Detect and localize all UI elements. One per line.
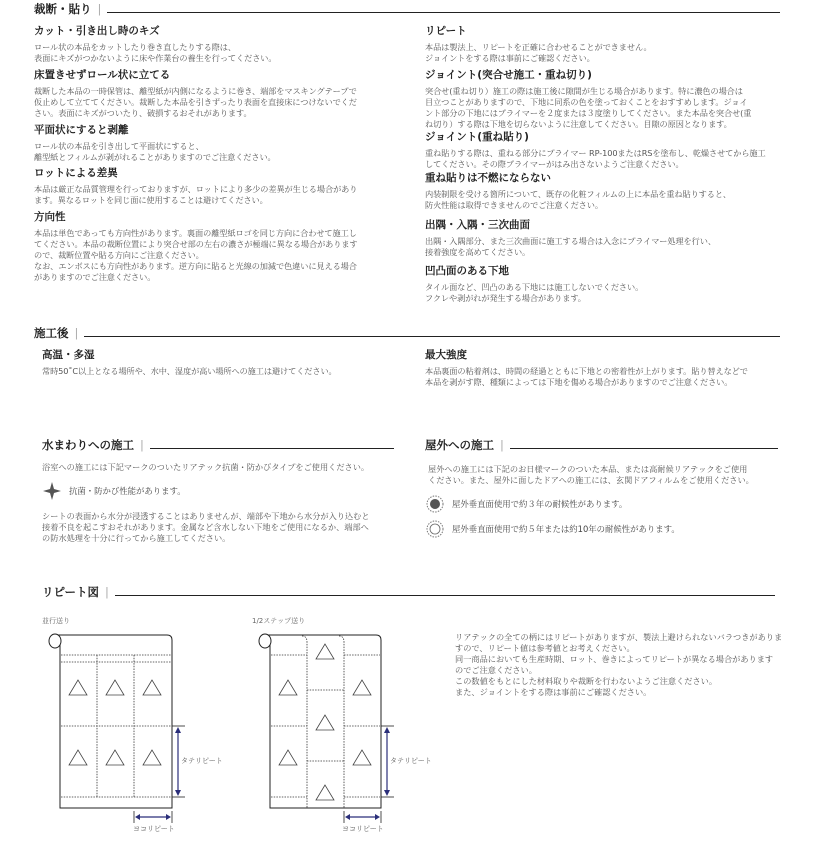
dotted-guide-line (339, 636, 344, 808)
divider-line (115, 595, 775, 596)
section-title: リピート図 (42, 585, 100, 599)
note-item (425, 69, 751, 130)
item-body: タイル面など、凹凸のある下地には施工しないでください。 フクレや剥がれが発生する場合があります。 (425, 282, 644, 303)
triangle-motif (316, 644, 334, 659)
item-title: ジョイント(突合せ施工・重ね切り) (425, 69, 592, 81)
sun-mark-3yr (426, 495, 627, 513)
arrow-head (175, 727, 181, 733)
triangle-motif (69, 680, 87, 695)
vertical-repeat-label: タテリピート (390, 757, 432, 765)
item-body: 内装制限を受ける箇所について、既存の化粧フィルムの上に本品を重ね貼りすると、 防火性能は取得できませんのでご注意ください。 (425, 189, 732, 210)
item-title: 出隅・入隅・三次曲面 (425, 219, 530, 231)
arrow-head (384, 727, 390, 733)
note-item (34, 167, 357, 206)
arrow-head (166, 814, 171, 820)
roll-outline (57, 635, 172, 808)
vertical-repeat-label: タテリピート (181, 757, 223, 765)
arrow-head (175, 790, 181, 796)
section-title: 裁断・貼り (34, 2, 92, 16)
sun-mark-5-10yr (426, 520, 680, 538)
diagram-parallel (49, 634, 185, 823)
filled-sun-icon (426, 495, 444, 513)
diagram-half-step (259, 634, 394, 823)
arrow-head (135, 814, 140, 820)
item-body: 突合せ(重ね切り）施工の際は施工後に隙間が生じる場合があります。特に濃色の場合は 目立つことがありますので、下地に同系の色を塗っておくことをおすすめします。ジョイ ント部分の下地にはプライマーを２度または３度塗りしてください。また本品を突合せ(重 ね切り）する際は下地を切らないように注意してください。目隙の原因となります。 (425, 86, 752, 129)
roll-curl (259, 634, 271, 648)
divider-line (510, 448, 778, 449)
triangle-motif (106, 680, 124, 695)
item-title: ロットによる差異 (34, 167, 118, 179)
triangle-motif (353, 680, 371, 695)
triangle-motif (353, 750, 371, 765)
divider: | (97, 2, 102, 16)
item-body: ロール状の本品を引き出して平面状にすると、 離型紙とフィルムが剥がれることがありますのでご注意ください。 (34, 141, 276, 162)
divider-line (84, 336, 780, 337)
item-title: 凹凸面のある下地 (425, 265, 509, 277)
divider: | (74, 326, 79, 340)
triangle-motif (279, 680, 297, 695)
note-item (425, 172, 731, 211)
water-body: シートの表面から水分が浸透することはありませんが、端部や下地から水分が入り込むと 接着不良を起こすおそれがあります。金属など含水しない下地をご使用になるか、端部へ の防水処理を十分に行ってから施工してください。 (42, 511, 370, 543)
triangle-motif (316, 715, 334, 730)
triangle-motif (143, 750, 161, 765)
outdoor-intro: 屋外への施工には下記のお日様マークのついた本品、または高耐候リアテックをご使用 ください。また、屋外に面したドアへの施工には、玄関ドアフィルムをご使用ください。 (428, 464, 754, 485)
note-item (34, 124, 276, 163)
item-title: カット・引き出し時のキズ (34, 25, 160, 37)
item-body: 本品は製法上、リピートを正確に合わせることができません。 ジョイントをする際は事前にご確認ください。 (425, 42, 652, 63)
note-item (425, 131, 766, 170)
diagram-label-parallel: 並行送り (42, 617, 70, 625)
section-header-water (42, 437, 394, 453)
arrow-head (345, 814, 350, 820)
section-title: 施工後 (34, 326, 69, 340)
item-title: 平面状にすると剥離 (34, 124, 129, 136)
roll-outline (267, 635, 381, 808)
outline-sun-icon (426, 520, 444, 538)
item-body: 重ね貼りする際は、重ねる部分にプライマー RP-100またはRSを塗布し、乾燥させてから施工 してください。その際プライマーがはみ出さないようご注意ください。 (425, 148, 766, 169)
triangle-motif (316, 785, 334, 800)
item-body: 本品裏面の粘着剤は、時間の経過とともに下地との密着性が上がります。貼り替えなどで 本品を剥がす際、種類によっては下地を傷める場合がありますのでご注意ください。 (425, 366, 748, 387)
mark-label: 抗菌・防かび性能があります。 (69, 486, 186, 496)
item-high-temp (42, 349, 337, 377)
section-header-cutting (34, 1, 780, 17)
triangle-motif (143, 680, 161, 695)
horizontal-repeat-label: ヨコリピート (133, 825, 175, 833)
mark-label: 屋外垂直面使用で約３年の耐候性があります。 (452, 499, 628, 509)
antibacterial-mark (43, 482, 186, 500)
arrow-head (384, 790, 390, 796)
four-point-star-icon (43, 482, 61, 500)
triangle-motif (279, 750, 297, 765)
section-header-outdoor (425, 437, 778, 453)
item-title: 最大強度 (425, 349, 467, 361)
section-title: 屋外への施工 (425, 438, 494, 452)
item-body: 裁断した本品の一時保管は、離型紙が内側になるように巻き、端部をマスキングテープで 仮止めして立ててください。裁断した本品を引きずったり表面を直接床につけないでくだ さい。表面にキズがついたり、破損するおそれがあります。 (34, 86, 357, 118)
triangle-motif (69, 750, 87, 765)
item-body: 出隅・入隅部分、また三次曲面に施工する場合は入念にプライマー処理を行い、 接着強度を高めてください。 (425, 236, 716, 257)
item-body: 本品は厳正な品質管理を行っておりますが、ロットにより多少の差異が生じる場合があり ます。異なるロットを同じ面に使用することは避けてください。 (34, 184, 358, 205)
item-body: 常時50˚C以上となる場所や、水中、湿度が高い場所への施工は避けてください。 (42, 366, 337, 376)
section-title: 水まわりへの施工 (42, 438, 134, 452)
divider: | (105, 585, 109, 599)
item-title: 方向性 (34, 211, 66, 223)
item-title: ジョイント(重ね貼り) (425, 131, 529, 143)
item-max-strength (425, 349, 748, 388)
repeat-diagrams (0, 600, 440, 848)
triangle-motif (106, 750, 124, 765)
divider-line (150, 448, 394, 449)
water-intro: 浴室への施工には下記マークのついたリアテック抗菌・防かびタイプをご使用ください。 (42, 462, 370, 472)
note-item (425, 219, 716, 258)
divider-line (107, 12, 780, 13)
diagram-label-half-step: 1/2ステップ送り (252, 617, 306, 625)
arrow-head (375, 814, 380, 820)
note-item (34, 25, 276, 64)
item-title: 重ね貼りは不燃にならない (425, 172, 551, 184)
note-item (425, 25, 652, 64)
horizontal-repeat-label: ヨコリピート (342, 825, 384, 833)
note-item (34, 69, 357, 119)
mark-label: 屋外垂直面使用で約５年または約10年の耐候性があります。 (452, 524, 680, 534)
item-title: リピート (425, 25, 467, 37)
item-title: 床置きせずロール状に立てる (34, 69, 171, 81)
note-item (425, 265, 643, 304)
dotted-guide-line (302, 636, 307, 808)
item-body: 本品は単色であっても方向性があります。裏面の離型紙ロゴを同じ方向に合わせて施工し てください。本品の裁断位置により突合せ部の左右の濃さが極端に異なる場合があります ので、裁断位置や貼る方向にご注意ください。 なお、エンボスにも方向性があります。逆方向に貼ると光線の加減で色違いに見える場合 がありますのでご注意ください。 (34, 228, 358, 282)
roll-curl (49, 634, 61, 648)
repeat-note: リアテックの全ての柄にはリピートがありますが、製法上避けられないバラつきがありま すので、リピート値は参考値とお考えください。 同一商品においても生産時期、ロット、巻きによってリピートが異なる場合があります のでご注意ください。 この数値をもとにした材料取りや裁断を行わないようご注意ください。 また、ジョイントをする際は事前にご確認ください。 (455, 632, 783, 697)
item-body: ロール状の本品をカットしたり巻き直したりする際は、 表面にキズがつかないように床や作業台の養生を行ってください。 (34, 42, 277, 63)
divider: | (500, 438, 504, 452)
item-title: 高温・多湿 (42, 349, 95, 361)
note-item (34, 211, 358, 283)
divider: | (140, 438, 144, 452)
section-header-after (34, 325, 780, 341)
section-header-repeat (42, 584, 775, 600)
